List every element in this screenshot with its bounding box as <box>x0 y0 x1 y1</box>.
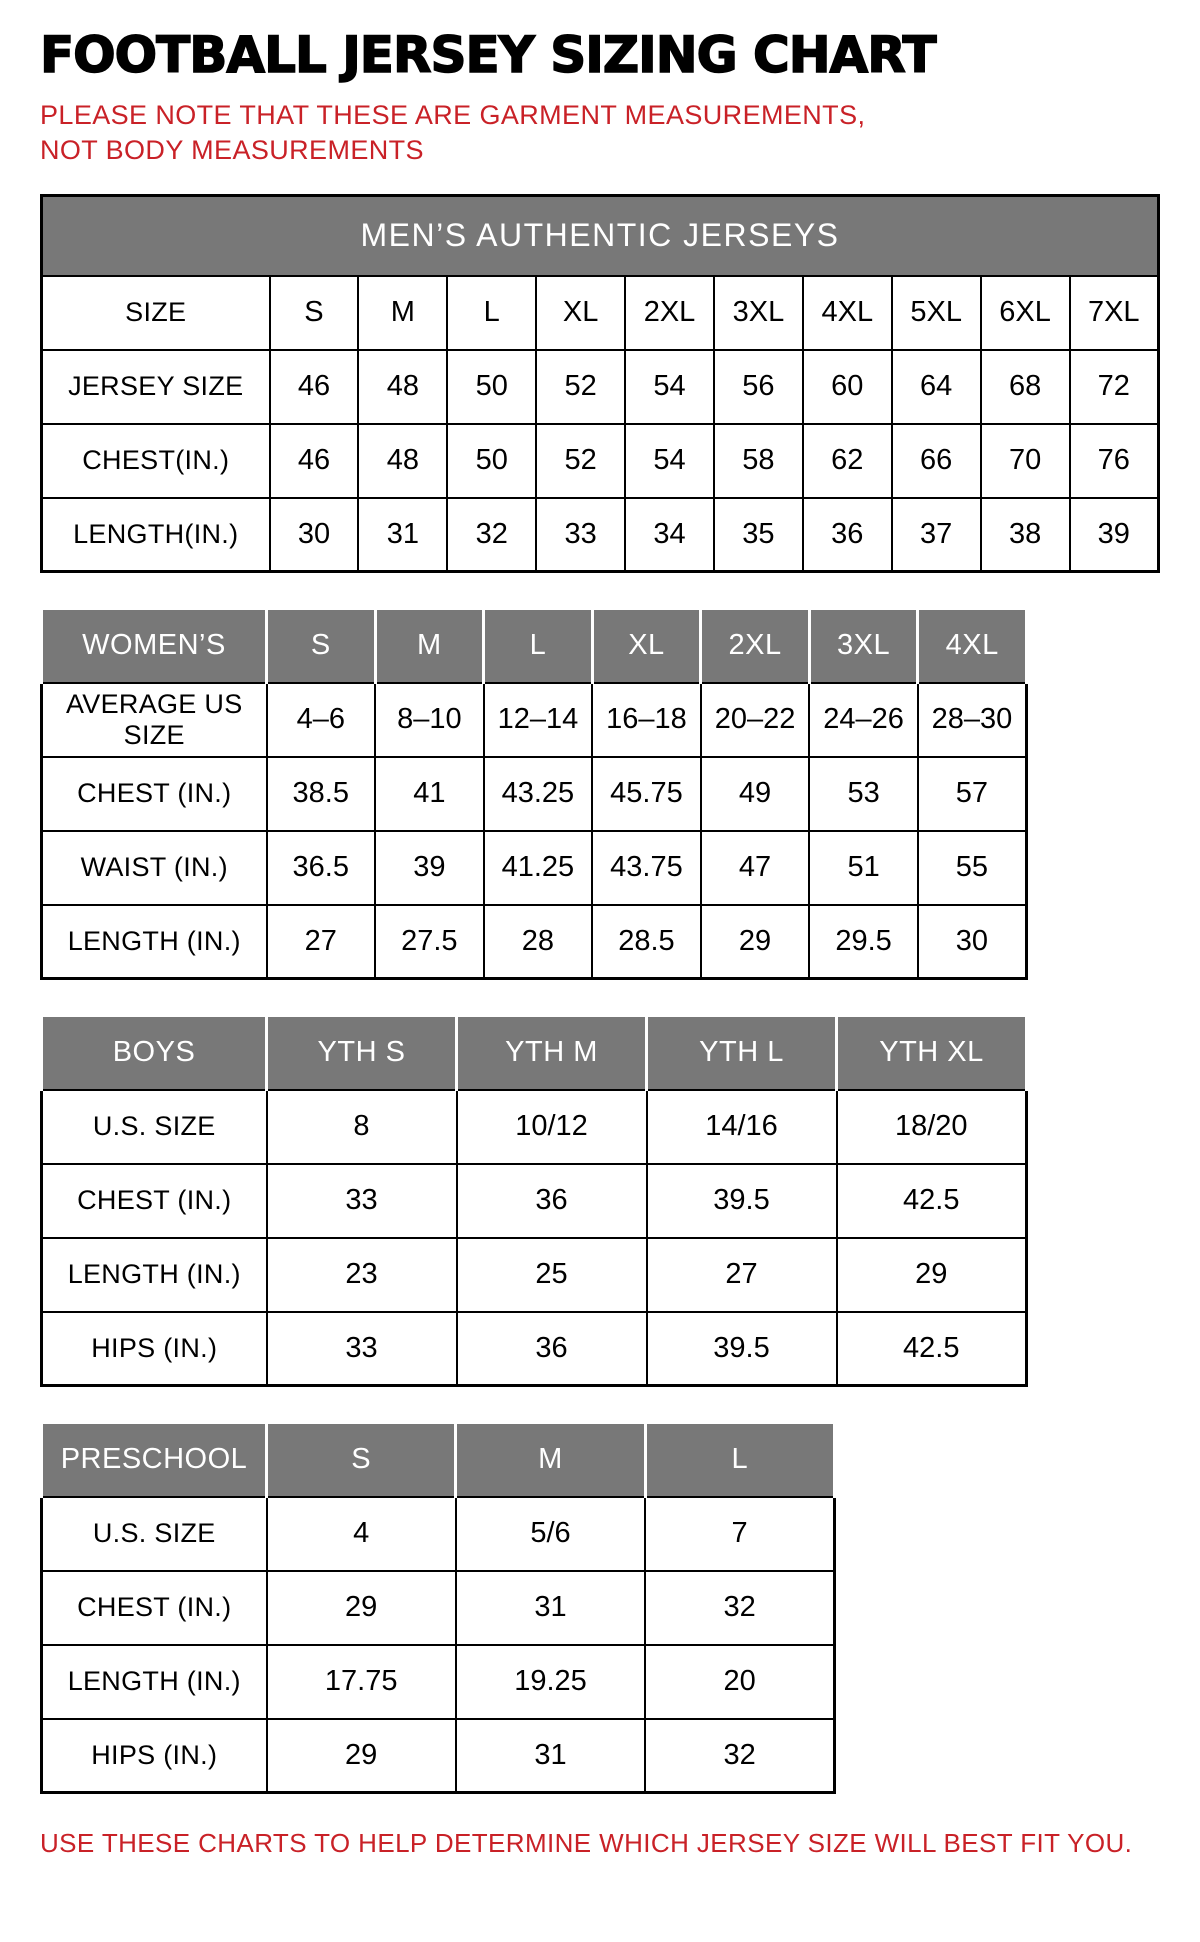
table-row <box>42 1497 835 1571</box>
column-header: L <box>484 609 593 683</box>
cell-value: 39 <box>1070 498 1159 572</box>
cell-value: 28 <box>484 905 593 979</box>
row-label: HIPS (IN.) <box>42 1719 267 1793</box>
cell-value: 43.75 <box>592 831 701 905</box>
cell-value: 34 <box>625 498 714 572</box>
table-row <box>42 424 1159 498</box>
cell-value: 41.25 <box>484 831 593 905</box>
cell-value: 8 <box>267 1090 457 1164</box>
cell-value: 20 <box>645 1645 834 1719</box>
sizing-tables-container <box>40 194 1160 1794</box>
column-header: M <box>375 609 484 683</box>
column-header: 2XL <box>625 276 714 350</box>
cell-value: 50 <box>447 424 536 498</box>
cell-value: 24–26 <box>809 683 918 757</box>
cell-value: 30 <box>918 905 1027 979</box>
cell-value: 46 <box>270 424 359 498</box>
cell-value: 48 <box>358 350 447 424</box>
column-header: L <box>645 1423 834 1497</box>
cell-value: 27 <box>267 905 376 979</box>
column-header: 3XL <box>809 609 918 683</box>
cell-value: 49 <box>701 757 810 831</box>
cell-value: 32 <box>447 498 536 572</box>
row-label: LENGTH (IN.) <box>42 1238 267 1312</box>
cell-value: 46 <box>270 350 359 424</box>
table-row <box>42 1312 1027 1386</box>
cell-value: 62 <box>803 424 892 498</box>
cell-value: 38.5 <box>267 757 376 831</box>
table-row <box>42 1645 835 1719</box>
column-header: SIZE <box>42 276 270 350</box>
cell-value: 29 <box>267 1719 456 1793</box>
column-header: M <box>358 276 447 350</box>
cell-value: 36 <box>457 1312 647 1386</box>
cell-value: 36 <box>457 1164 647 1238</box>
row-label: LENGTH (IN.) <box>42 905 267 979</box>
table-row <box>42 1164 1027 1238</box>
cell-value: 76 <box>1070 424 1159 498</box>
column-header: S <box>270 276 359 350</box>
cell-value: 32 <box>645 1571 834 1645</box>
cell-value: 36.5 <box>267 831 376 905</box>
row-label: JERSEY SIZE <box>42 350 270 424</box>
column-header: 4XL <box>918 609 1027 683</box>
cell-value: 20–22 <box>701 683 810 757</box>
cell-value: 4 <box>267 1497 456 1571</box>
row-label: CHEST (IN.) <box>42 1164 267 1238</box>
table-row <box>42 757 1027 831</box>
cell-value: 48 <box>358 424 447 498</box>
cell-value: 47 <box>701 831 810 905</box>
cell-value: 58 <box>714 424 803 498</box>
row-label: U.S. SIZE <box>42 1090 267 1164</box>
cell-value: 23 <box>267 1238 457 1312</box>
measurement-note: PLEASE NOTE THAT THESE ARE GARMENT MEASUREMENTS, NOT BODY MEASUREMENTS <box>40 100 866 166</box>
cell-value: 41 <box>375 757 484 831</box>
column-header: BOYS <box>42 1016 267 1090</box>
row-label: AVERAGE US SIZE <box>42 683 267 757</box>
cell-value: 39.5 <box>647 1312 837 1386</box>
column-header: XL <box>592 609 701 683</box>
table-banner: MEN’S AUTHENTIC JERSEYS <box>42 196 1159 276</box>
cell-value: 53 <box>809 757 918 831</box>
cell-value: 33 <box>267 1312 457 1386</box>
cell-value: 57 <box>918 757 1027 831</box>
cell-value: 38 <box>981 498 1070 572</box>
row-label: LENGTH (IN.) <box>42 1645 267 1719</box>
cell-value: 30 <box>270 498 359 572</box>
cell-value: 70 <box>981 424 1070 498</box>
column-header: YTH L <box>647 1016 837 1090</box>
cell-value: 51 <box>809 831 918 905</box>
cell-value: 12–14 <box>484 683 593 757</box>
table-row <box>42 683 1027 757</box>
cell-value: 45.75 <box>592 757 701 831</box>
column-header: 5XL <box>892 276 981 350</box>
cell-value: 56 <box>714 350 803 424</box>
column-header: 7XL <box>1070 276 1159 350</box>
column-header: M <box>456 1423 645 1497</box>
cell-value: 54 <box>625 350 714 424</box>
cell-value: 35 <box>714 498 803 572</box>
cell-value: 7 <box>645 1497 834 1571</box>
column-header: S <box>267 609 376 683</box>
cell-value: 39 <box>375 831 484 905</box>
cell-value: 43.25 <box>484 757 593 831</box>
cell-value: 16–18 <box>592 683 701 757</box>
row-label: LENGTH(IN.) <box>42 498 270 572</box>
cell-value: 18/20 <box>837 1090 1027 1164</box>
cell-value: 33 <box>536 498 625 572</box>
row-label: CHEST (IN.) <box>42 1571 267 1645</box>
cell-value: 27.5 <box>375 905 484 979</box>
cell-value: 19.25 <box>456 1645 645 1719</box>
table-banner-row <box>42 196 1159 276</box>
cell-value: 64 <box>892 350 981 424</box>
table-row <box>42 1090 1027 1164</box>
cell-value: 29 <box>267 1571 456 1645</box>
cell-value: 55 <box>918 831 1027 905</box>
cell-value: 39.5 <box>647 1164 837 1238</box>
column-header: L <box>447 276 536 350</box>
cell-value: 29 <box>701 905 810 979</box>
preschool-jerseys-table <box>40 1421 836 1794</box>
footer-note: USE THESE CHARTS TO HELP DETERMINE WHICH JERSEY SIZE WILL BEST FIT YOU. <box>40 1828 1133 1859</box>
table-row <box>42 1571 835 1645</box>
cell-value: 42.5 <box>837 1312 1027 1386</box>
boys-jerseys-table <box>40 1014 1028 1387</box>
table-row <box>42 905 1027 979</box>
cell-value: 31 <box>456 1719 645 1793</box>
cell-value: 52 <box>536 424 625 498</box>
row-label: CHEST (IN.) <box>42 757 267 831</box>
column-header: 4XL <box>803 276 892 350</box>
cell-value: 68 <box>981 350 1070 424</box>
cell-value: 8–10 <box>375 683 484 757</box>
header-row <box>42 609 1027 683</box>
cell-value: 28–30 <box>918 683 1027 757</box>
column-header: YTH XL <box>837 1016 1027 1090</box>
cell-value: 50 <box>447 350 536 424</box>
cell-value: 5/6 <box>456 1497 645 1571</box>
column-header: WOMEN’S <box>42 609 267 683</box>
table-row <box>42 1719 835 1793</box>
column-header: 6XL <box>981 276 1070 350</box>
cell-value: 31 <box>358 498 447 572</box>
cell-value: 52 <box>536 350 625 424</box>
cell-value: 60 <box>803 350 892 424</box>
row-label: CHEST(IN.) <box>42 424 270 498</box>
column-header: XL <box>536 276 625 350</box>
cell-value: 32 <box>645 1719 834 1793</box>
column-header: S <box>267 1423 456 1497</box>
cell-value: 4–6 <box>267 683 376 757</box>
row-label: WAIST (IN.) <box>42 831 267 905</box>
header-row <box>42 1016 1027 1090</box>
row-label: U.S. SIZE <box>42 1497 267 1571</box>
cell-value: 14/16 <box>647 1090 837 1164</box>
cell-value: 33 <box>267 1164 457 1238</box>
column-header: PRESCHOOL <box>42 1423 267 1497</box>
table-row <box>42 831 1027 905</box>
cell-value: 17.75 <box>267 1645 456 1719</box>
cell-value: 28.5 <box>592 905 701 979</box>
cell-value: 42.5 <box>837 1164 1027 1238</box>
cell-value: 27 <box>647 1238 837 1312</box>
cell-value: 66 <box>892 424 981 498</box>
cell-value: 54 <box>625 424 714 498</box>
cell-value: 29.5 <box>809 905 918 979</box>
cell-value: 72 <box>1070 350 1159 424</box>
column-header: 3XL <box>714 276 803 350</box>
table-row <box>42 1238 1027 1312</box>
table-row <box>42 498 1159 572</box>
womens-jerseys-table <box>40 607 1028 980</box>
mens-authentic-jerseys-table <box>40 194 1160 573</box>
column-header: YTH S <box>267 1016 457 1090</box>
cell-value: 10/12 <box>457 1090 647 1164</box>
column-header: YTH M <box>457 1016 647 1090</box>
column-header: 2XL <box>701 609 810 683</box>
cell-value: 29 <box>837 1238 1027 1312</box>
table-row <box>42 350 1159 424</box>
header-row <box>42 276 1159 350</box>
header-row <box>42 1423 835 1497</box>
cell-value: 37 <box>892 498 981 572</box>
cell-value: 31 <box>456 1571 645 1645</box>
cell-value: 36 <box>803 498 892 572</box>
cell-value: 25 <box>457 1238 647 1312</box>
page-title: FOOTBALL JERSEY SIZING CHART <box>40 26 936 84</box>
row-label: HIPS (IN.) <box>42 1312 267 1386</box>
